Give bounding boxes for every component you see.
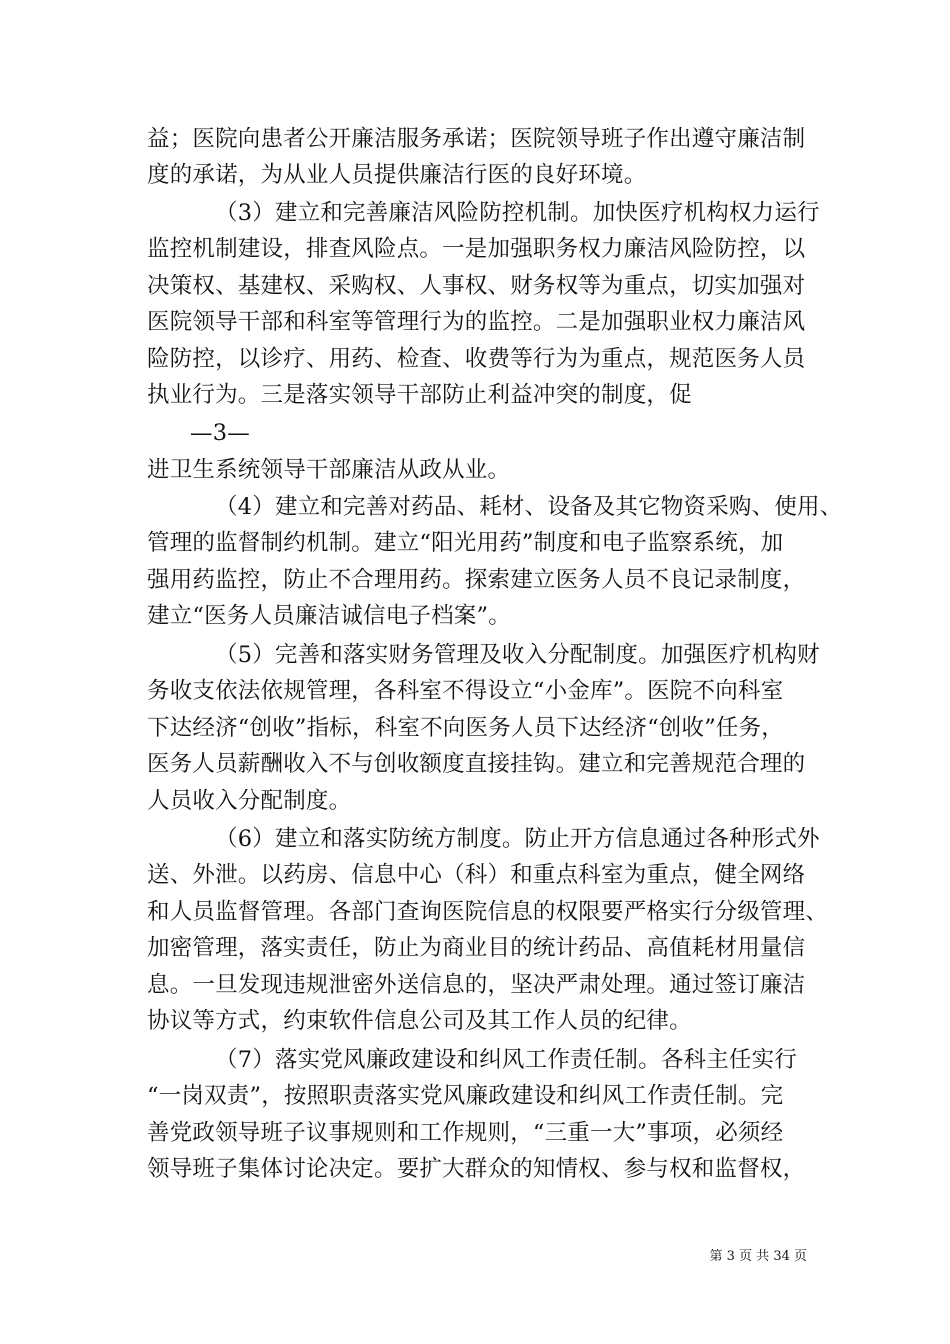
page-footer-label: 第 3 页 共 34 页: [709, 1249, 807, 1264]
text-line: 险防控，以诊疗、用药、检查、收费等行为为重点，规范医务人员: [147, 346, 806, 372]
text-line: 监控机制建设，排查风险点。一是加强职务权力廉洁风险防控，以: [147, 236, 806, 262]
text-line: 领导班子集体讨论决定。要扩大群众的知情权、参与权和监督权，: [147, 1156, 806, 1182]
text-line: 度的承诺，为从业人员提供廉洁行医的良好环境。: [147, 162, 647, 188]
paragraph-3-start: （3）建立和完善廉洁风险防控机制。加快医疗机构权力运行: [215, 200, 820, 226]
text-line: 协议等方式，约束软件信息公司及其工作人员的纪律。: [147, 1008, 692, 1034]
text-line: 加密管理，落实责任，防止为商业目的统计药品、高值耗材用量信: [147, 935, 806, 961]
text-line: 人员收入分配制度。: [147, 788, 352, 814]
text-line: 医务人员薪酬收入不与创收额度直接挂钩。建立和完善规范合理的: [147, 751, 806, 777]
text-line: 强用药监控，防止不合理用药。探索建立医务人员不良记录制度，: [147, 567, 806, 593]
text-line: “一岗双责”，按照职责落实党风廉政建设和纠风工作责任制。完: [147, 1083, 784, 1109]
paragraph-6-start: （6）建立和落实防统方制度。防止开方信息通过各种形式外: [215, 826, 820, 852]
text-line: 务收支依法依规管理，各科室不得设立“小金库”。医院不向科室: [147, 678, 784, 704]
text-line: 益；医院向患者公开廉洁服务承诺；医院领导班子作出遵守廉洁制: [147, 126, 806, 152]
text-line: 息。一旦发现违规泄密外送信息的，坚决严肃处理。通过签订廉洁: [147, 972, 806, 998]
paragraph-4-start: （4）建立和完善对药品、耗材、设备及其它物资采购、使用、: [215, 494, 843, 520]
text-line: 送、外泄。以药房、信息中心（科）和重点科室为重点，健全网络: [147, 862, 806, 888]
paragraph-7-start: （7）落实党风廉政建设和纠风工作责任制。各科主任实行: [215, 1047, 798, 1073]
text-line: 下达经济“创收”指标，科室不向医务人员下达经济“创收”任务，: [147, 715, 785, 741]
text-line: 执业行为。三是落实领导干部防止利益冲突的制度，促: [147, 382, 692, 408]
page-number-dash: —3—: [190, 420, 250, 446]
text-line: 决策权、基建权、采购权、人事权、财务权等为重点，切实加强对: [147, 273, 806, 299]
text-line: 善党政领导班子议事规则和工作规则，“三重一大”事项，必须经: [147, 1120, 784, 1146]
text-line: 管理的监督制约机制。建立“阳光用药”制度和电子监察系统，加: [147, 530, 784, 556]
text-line: 医院领导干部和科室等管理行为的监控。二是加强职业权力廉洁风: [147, 309, 806, 335]
paragraph-5-start: （5）完善和落实财务管理及收入分配制度。加强医疗机构财: [215, 642, 820, 668]
text-line: 和人员监督管理。各部门查询医院信息的权限要严格实行分级管理、: [147, 899, 829, 925]
text-line: 建立“医务人员廉洁诚信电子档案”。: [147, 603, 511, 629]
text-line: 进卫生系统领导干部廉洁从政从业。: [147, 457, 511, 483]
